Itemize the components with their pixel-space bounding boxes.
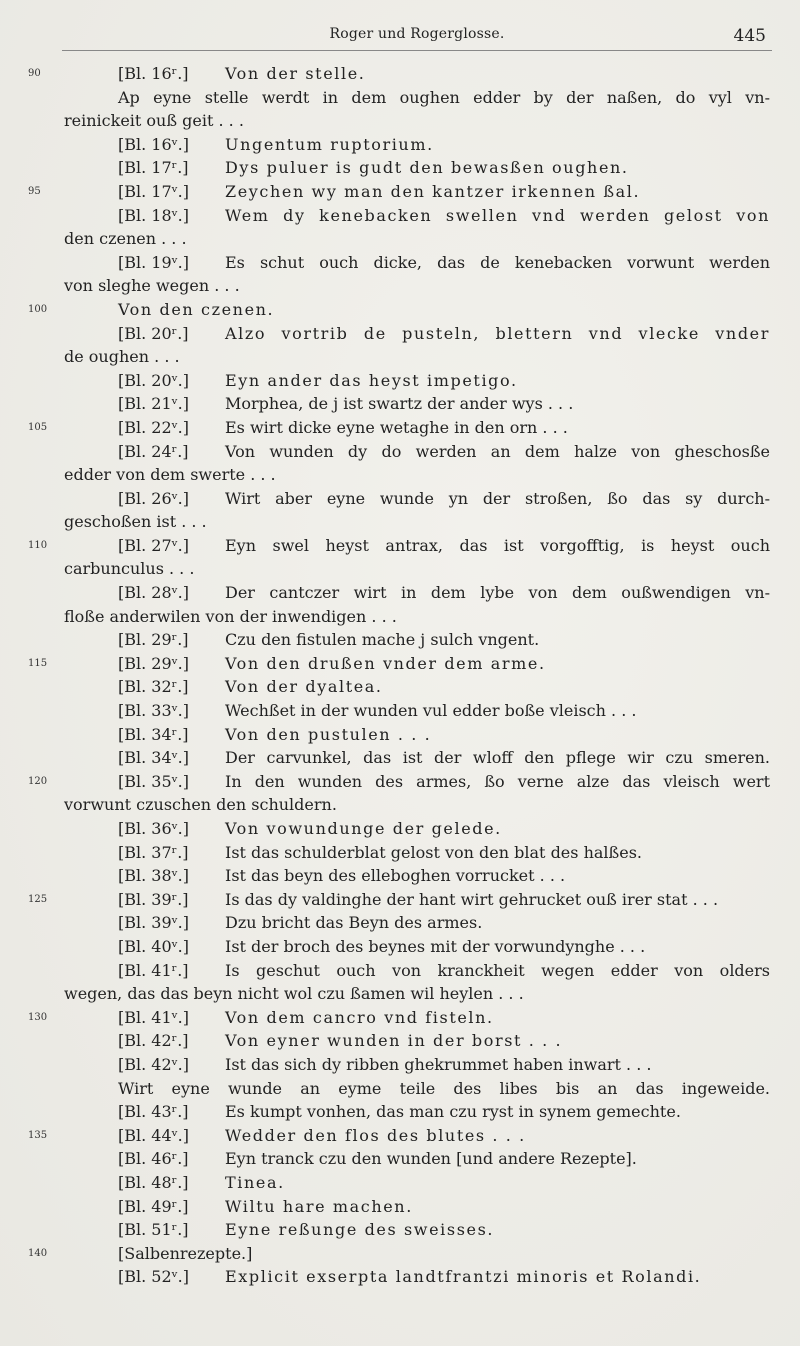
folio-reference: [Bl. 29ᵛ.] xyxy=(118,653,189,673)
text-line xyxy=(0,1147,800,1171)
folio-reference: [Bl. 33ᵛ.] xyxy=(118,701,189,721)
folio-reference: [Bl. 46ʳ.] xyxy=(118,1149,189,1169)
entry-text: Von dem cancro vnd fisteln. xyxy=(225,1007,494,1027)
text-line xyxy=(0,416,800,440)
text-line xyxy=(0,982,800,1006)
entry-text: Dys puluer is gudt den bewasßen oughen. xyxy=(225,158,629,178)
text-line xyxy=(0,675,800,699)
continuation-text: carbunculus . . . xyxy=(64,559,195,579)
continuation-text: floße anderwilen von der inwendigen . . . xyxy=(64,606,397,626)
folio-reference: [Bl. 21ᵛ.] xyxy=(118,394,189,414)
text-line xyxy=(0,770,800,794)
continuation-text: wegen, das das beyn nicht wol czu ßamen wil heylen . . . xyxy=(64,984,524,1004)
folio-reference: [Bl. 39ʳ.] xyxy=(118,889,189,909)
indented-text: Ap eyne stelle werdt in dem oughen edder by der naßen, do vyl vn- xyxy=(118,87,770,107)
running-title: Roger und Rogerglosse. xyxy=(329,26,505,42)
continuation-text: vorwunt czuschen den schuldern. xyxy=(64,795,337,815)
folio-reference: [Bl. 16ʳ.] xyxy=(118,64,189,83)
text-line xyxy=(0,1218,800,1242)
folio-reference: [Bl. 17ᵛ.] xyxy=(118,181,189,201)
line-number: 95 xyxy=(28,185,41,197)
text-line xyxy=(0,557,800,581)
folio-reference: [Bl. 34ʳ.] xyxy=(118,724,189,744)
entry-text: Eyn ander das heyst impetigo. xyxy=(225,370,518,390)
line-number: 100 xyxy=(28,303,48,315)
text-line xyxy=(0,487,800,511)
entry-text: Es kumpt vonhen, das man czu ryst in synem gemechte. xyxy=(225,1102,681,1122)
text-line xyxy=(0,133,800,157)
text-line xyxy=(0,1242,800,1266)
text-line xyxy=(0,746,800,770)
page-header xyxy=(62,26,772,51)
folio-reference: [Bl. 22ᵛ.] xyxy=(118,417,189,437)
folio-reference: [Bl. 26ᵛ.] xyxy=(118,488,189,508)
text-line xyxy=(0,911,800,935)
folio-reference: [Bl. 38ᵛ.] xyxy=(118,866,189,886)
continuation-text: geschoßen ist . . . xyxy=(64,512,207,532)
entry-text: Von den pustulen . . . xyxy=(225,724,432,744)
entry-text: Is geschut ouch von kranckheit wegen edder von olders xyxy=(225,960,770,980)
folio-reference: [Bl. 42ᵛ.] xyxy=(118,1054,189,1074)
text-line xyxy=(0,1077,800,1101)
entry-text: Von der dyaltea. xyxy=(225,677,383,697)
text-line xyxy=(0,793,800,817)
folio-reference: [Bl. 17ʳ.] xyxy=(118,158,189,178)
entry-text: Es schut ouch dicke, das de kenebacken vorwunt werden xyxy=(225,252,770,272)
folio-reference: [Bl. 36ᵛ.] xyxy=(118,819,189,838)
text-line xyxy=(0,345,800,369)
folio-reference: [Bl. 29ʳ.] xyxy=(118,630,189,650)
entry-text: In den wunden des armes, ßo verne alze das vleisch wert xyxy=(225,771,770,791)
text-line xyxy=(0,1053,800,1077)
entry-text: Von vowundunge der gelede. xyxy=(225,819,502,838)
text-line xyxy=(0,510,800,534)
entry-text: Von eyner wunden in der borst . . . xyxy=(225,1031,563,1051)
text-line xyxy=(0,1029,800,1053)
text-line xyxy=(0,935,800,959)
continuation-text: den czenen . . . xyxy=(64,229,187,249)
entry-text: Alzo vortrib de pusteln, blettern vnd vlecke vnder xyxy=(225,323,770,343)
text-line xyxy=(0,463,800,487)
text-line xyxy=(0,534,800,558)
text-line xyxy=(0,369,800,393)
folio-reference: [Bl. 24ʳ.] xyxy=(118,441,189,461)
text-line xyxy=(0,251,800,275)
entry-text: Wirt aber eyne wunde yn der stroßen, ßo das sy durch- xyxy=(225,488,770,508)
continuation-text: reinickeit ouß geit . . . xyxy=(64,111,244,131)
entry-text: Es wirt dicke eyne wetaghe in den orn . . . xyxy=(225,417,568,437)
text-line xyxy=(0,888,800,912)
text-line xyxy=(0,274,800,298)
entry-text: Eyn tranck czu den wunden [und andere Rezepte]. xyxy=(225,1149,637,1169)
entry-text: Morphea, de j ist swartz der ander wys . . . xyxy=(225,394,574,414)
line-number: 135 xyxy=(28,1129,48,1141)
folio-reference: [Bl. 48ʳ.] xyxy=(118,1172,189,1192)
text-line xyxy=(0,86,800,110)
entry-text: Ist das sich dy ribben ghekrummet haben inwart . . . xyxy=(225,1054,652,1074)
folio-reference: [Bl. 20ᵛ.] xyxy=(118,370,189,390)
page-number: 445 xyxy=(733,26,766,46)
text-line xyxy=(0,605,800,629)
text-line xyxy=(0,109,800,133)
entry-text: Wechßet in der wunden vul edder boße vleisch . . . xyxy=(225,701,637,721)
folio-reference: [Bl. 35ᵛ.] xyxy=(118,771,189,791)
entry-text: Dzu bricht das Beyn des armes. xyxy=(225,913,483,933)
text-line xyxy=(0,723,800,747)
entry-text: Eyn swel heyst antrax, das ist vorgofftig, is heyst ouch xyxy=(225,535,770,555)
text-line xyxy=(0,298,800,322)
continuation-text: von sleghe wegen . . . xyxy=(64,276,240,296)
text-line xyxy=(0,322,800,346)
folio-reference: [Bl. 18ᵛ.] xyxy=(118,205,189,225)
line-number: 115 xyxy=(28,657,48,669)
text-line xyxy=(0,699,800,723)
text-line xyxy=(0,227,800,251)
text-line xyxy=(0,841,800,865)
entry-text: Tinea. xyxy=(225,1172,285,1192)
folio-reference: [Bl. 32ʳ.] xyxy=(118,677,189,697)
folio-reference: [Bl. 41ᵛ.] xyxy=(118,1007,189,1027)
folio-reference: [Bl. 37ʳ.] xyxy=(118,842,189,862)
text-line xyxy=(0,1265,800,1289)
entry-text: Zeychen wy man den kantzer irkennen ßal. xyxy=(225,181,641,201)
folio-reference: [Bl. 49ʳ.] xyxy=(118,1196,189,1216)
entry-text: Ist das schulderblat gelost von den blat des halßes. xyxy=(225,842,642,862)
folio-reference: [Bl. 40ᵛ.] xyxy=(118,936,189,956)
entry-text: Der carvunkel, das ist der wloff den pflege wir czu smeren. xyxy=(225,748,770,768)
entry-text: Wem dy kenebacken swellen vnd werden gelost von xyxy=(225,205,770,225)
indented-text: Wirt eyne wunde an eyme teile des libes bis an das ingeweide. xyxy=(118,1078,770,1098)
text-line xyxy=(0,628,800,652)
line-number: 125 xyxy=(28,893,48,905)
folio-reference: [Bl. 42ʳ.] xyxy=(118,1031,189,1051)
folio-reference: [Bl. 34ᵛ.] xyxy=(118,748,189,768)
text-line xyxy=(0,180,800,204)
text-line xyxy=(0,156,800,180)
text-line xyxy=(0,1100,800,1124)
line-number: 130 xyxy=(28,1011,48,1023)
line-number: 105 xyxy=(28,421,48,433)
folio-reference: [Bl. 51ʳ.] xyxy=(118,1220,189,1240)
entry-text: Ist das beyn des elleboghen vorrucket . . . xyxy=(225,866,566,886)
entry-text: Eyne reßunge des sweisses. xyxy=(225,1220,495,1240)
continuation-text: de oughen . . . xyxy=(64,347,180,367)
text-line xyxy=(0,1006,800,1030)
line-number: 120 xyxy=(28,775,48,787)
entry-text: Wedder den flos des blutes . . . xyxy=(225,1125,526,1145)
text-body xyxy=(0,62,800,1289)
line-number: 90 xyxy=(28,68,41,79)
text-line xyxy=(0,392,800,416)
folio-reference: [Bl. 43ʳ.] xyxy=(118,1102,189,1122)
continuation-text: edder von dem swerte . . . xyxy=(64,465,276,485)
entry-text: Ist der broch des beynes mit der vorwundynghe . . . xyxy=(225,936,646,956)
line-number: 110 xyxy=(28,539,48,551)
entry-text: Wiltu hare machen. xyxy=(225,1196,413,1216)
folio-reference: [Bl. 41ʳ.] xyxy=(118,960,189,980)
entry-text: Explicit exserpta landtfrantzi minoris et Rolandi. xyxy=(225,1267,702,1287)
folio-reference: [Bl. 44ᵛ.] xyxy=(118,1125,189,1145)
folio-reference: [Bl. 19ᵛ.] xyxy=(118,252,189,272)
indented-text: Von den czenen. xyxy=(118,299,275,319)
folio-reference: [Bl. 28ᵛ.] xyxy=(118,583,189,603)
text-line xyxy=(0,959,800,983)
entry-text: Von wunden dy do werden an dem halze von gheschosße xyxy=(225,441,770,461)
text-line xyxy=(0,1195,800,1219)
text-line xyxy=(0,204,800,228)
folio-reference: [Bl. 39ᵛ.] xyxy=(118,913,189,933)
folio-reference: [Bl. 52ᵛ.] xyxy=(118,1267,189,1287)
text-line xyxy=(0,581,800,605)
text-line xyxy=(0,62,800,86)
text-line xyxy=(0,864,800,888)
entry-text: Der cantczer wirt in dem lybe von dem oußwendigen vn- xyxy=(225,583,770,603)
entry-text: Ungentum ruptorium. xyxy=(225,134,434,154)
text-line xyxy=(0,440,800,464)
folio-reference: [Bl. 20ʳ.] xyxy=(118,323,189,343)
indented-text: [Salbenrezepte.] xyxy=(118,1243,253,1263)
entry-text: Von der stelle. xyxy=(225,64,366,83)
text-line xyxy=(0,1124,800,1148)
folio-reference: [Bl. 16ᵛ.] xyxy=(118,134,189,154)
entry-text: Is das dy valdinghe der hant wirt gehrucket ouß irer stat . . . xyxy=(225,889,719,909)
entry-text: Von den drußen vnder dem arme. xyxy=(225,653,546,673)
text-line xyxy=(0,817,800,841)
folio-reference: [Bl. 27ᵛ.] xyxy=(118,535,189,555)
entry-text: Czu den fistulen mache j sulch vngent. xyxy=(225,630,540,650)
text-line xyxy=(0,652,800,676)
text-line xyxy=(0,1171,800,1195)
line-number: 140 xyxy=(28,1247,48,1259)
